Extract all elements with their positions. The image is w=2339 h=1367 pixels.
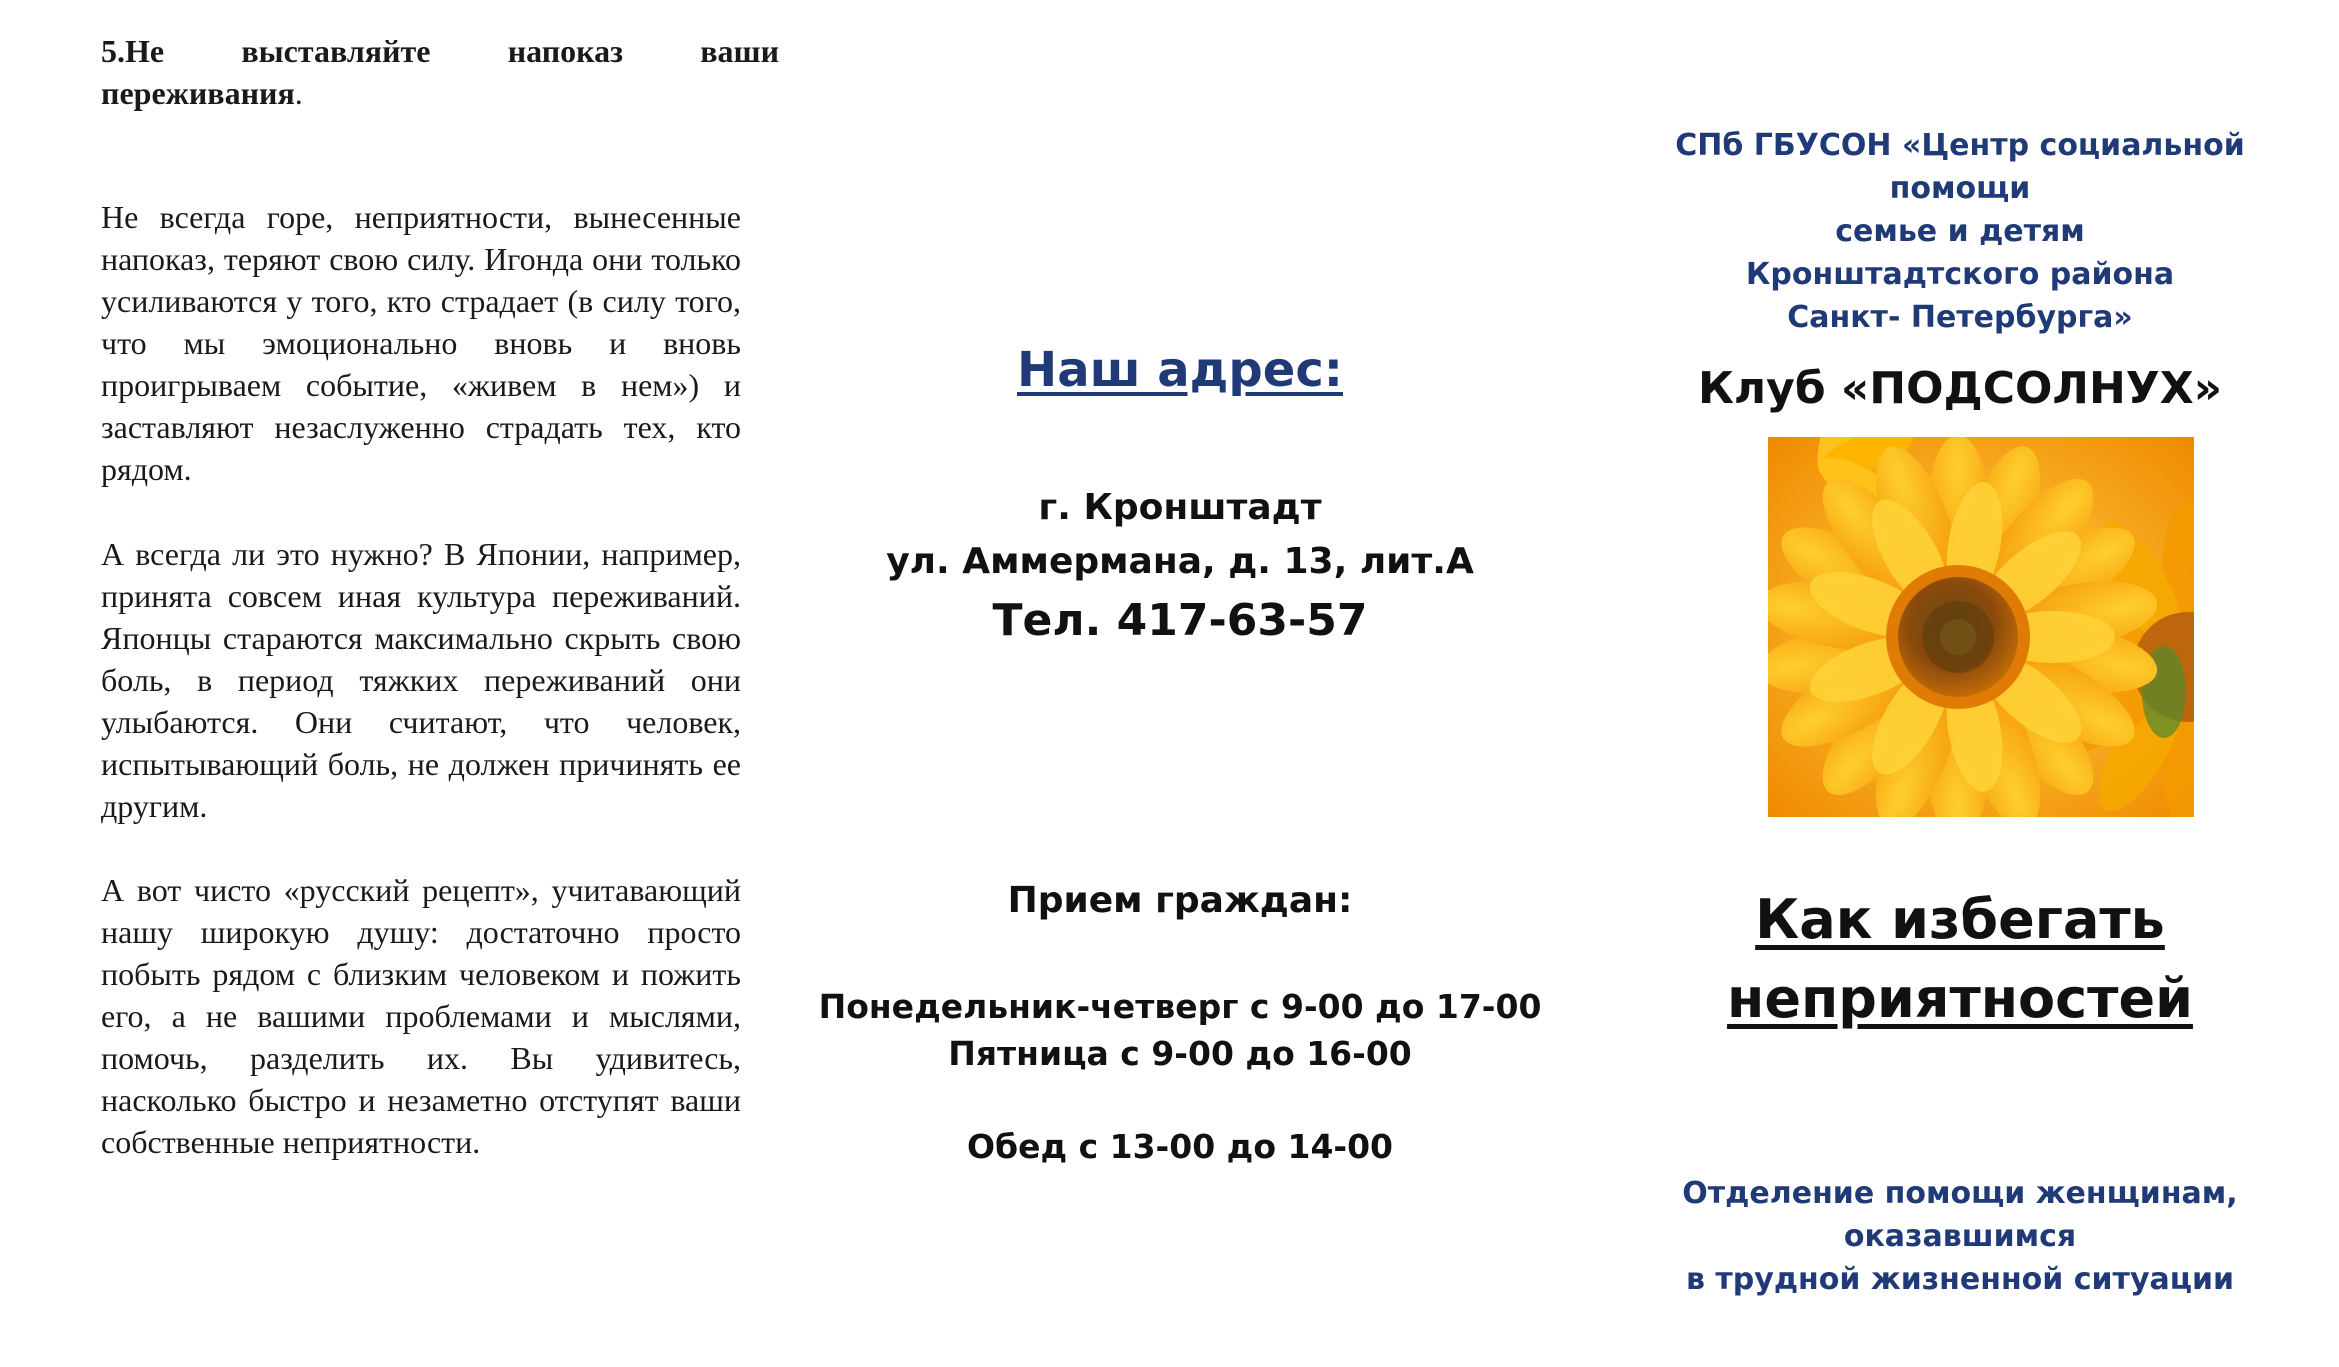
right-panel <box>1600 0 2320 1367</box>
org-line: семье и детям <box>1835 214 2085 249</box>
dept-line: оказавшимся <box>1843 1219 2077 1254</box>
paragraph-2: А всегда ли это нужно? В Японии, например, принята совсем иная культура переживаний. Японцы стараются максимально скрыть свою боль, в период тяжких переживаний они улыбаются. Они считают, что человек, испытывающий боль, не должен причинять ее другим. <box>101 536 741 824</box>
sunflower-icon <box>1768 437 2194 817</box>
dept-line: в трудной жизненной ситуации <box>1685 1262 2235 1297</box>
sunflower-image <box>1768 437 2194 817</box>
reception-title: Прием граждан: <box>1007 880 1353 921</box>
organization-name <box>1600 124 2320 339</box>
org-line: СПб ГБУСОН «Центр социальной помощи <box>1675 128 2245 206</box>
section-heading-period: . <box>294 75 303 111</box>
phone-number: Тел. 417-63-57 <box>992 595 1368 646</box>
title-line: неприятностей <box>1727 967 2193 1030</box>
left-panel <box>101 0 781 1367</box>
section-heading-text: 5.Не выставляйте напоказ ваши переживания <box>101 33 779 111</box>
org-line: Кронштадтского района <box>1745 257 2175 292</box>
dept-line: Отделение помощи женщинам, <box>1682 1176 2238 1211</box>
address-city: г. Кронштадт <box>1038 487 1322 528</box>
lunch-hours: Обед с 13-00 до 14-00 <box>966 1127 1394 1166</box>
club-name: Клуб «ПОДСОЛНУХ» <box>1697 363 2223 414</box>
hours-weekdays: Понедельник-четверг с 9-00 до 17-00 <box>818 987 1542 1026</box>
org-line: Санкт- Петербурга» <box>1787 300 2133 335</box>
department-name <box>1600 1172 2320 1301</box>
address-street: ул. Аммермана, д. 13, лит.А <box>886 541 1474 582</box>
hours-friday: Пятница с 9-00 до 16-00 <box>948 1034 1412 1073</box>
section-heading <box>101 30 779 114</box>
paragraph-3: А вот чисто «русский рецепт», учитавающий нашу широкую душу: достаточно просто побыть рядом с близким человеком и пожить его, а не вашими проблемами и мыслями, помочь, разделить их. Вы удивитесь, насколько быстро и незаметно отступят ваши собственные неприятности. <box>101 872 741 1160</box>
middle-panel <box>818 0 1542 1367</box>
title-line: Как избегать <box>1755 888 2165 951</box>
paragraph-1: Не всегда горе, неприятности, вынесенные напоказ, теряют свою силу. Игонда они только усиливаются у того, кто страдает (в силу того, что мы эмоционально вновь и вновь проигрываем событие, «живем в нем») и заставляют незаслуженно страдать тех, кто рядом. <box>101 199 741 487</box>
brochure-title <box>1600 880 2320 1038</box>
address-title: Наш адрес: <box>1017 342 1343 398</box>
